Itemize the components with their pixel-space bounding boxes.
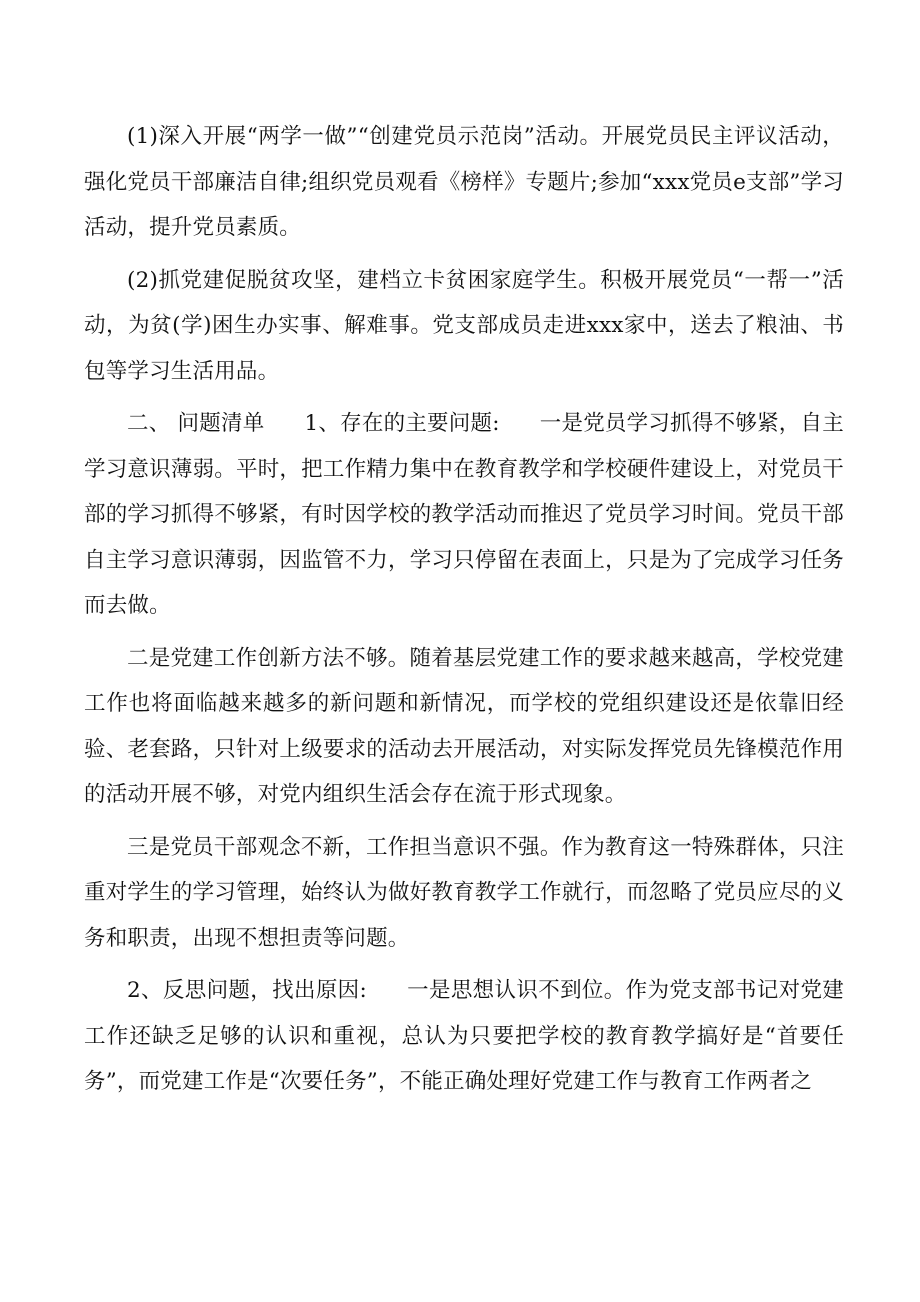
subheading-main-problems: 1、存在的主要问题:: [304, 411, 500, 436]
paragraph-problem-three: 三是党员干部观念不新，工作担当意识不强。作为教育这一特殊群体，只注重对学生的学习管理，始终认为做好教育教学工作就行，而忽略了党员应尽的义务和职责，出现不想担责等问题。: [84, 834, 844, 951]
paragraph-problem-list: [84, 401, 844, 629]
paragraph-problem-two: 二是党建工作创新方法不够。随着基层党建工作的要求越来越高，学校党建工作也将面临越来越多的新问题和新情况，而学校的党组织建设还是依靠旧经验、老套路，只针对上级要求的活动去开展活动，对实际发挥党员先锋模范作用的活动开展不够，对党内组织生活会存在流于形式现象。: [84, 645, 844, 807]
paragraph-reflection: [84, 968, 844, 1105]
subheading-reflection: 2、反思问题，找出原因:: [127, 978, 367, 1003]
document-body: [84, 114, 844, 1112]
reason-one-text: 一是思想认识不到位。作为党支部书记对党建工作还缺乏足够的认识和重视，总认为只要把学校的教育教学搞好是“首要任务”，而党建工作是“次要任务”，不能正确处理好党建工作与教育工作两者之: [84, 978, 844, 1094]
section-heading-problem-list: 二、 问题清单: [127, 411, 265, 436]
paragraph-activity-2: (2)抓党建促脱贫攻坚，建档立卡贫困家庭学生。积极开展党员“一帮一”活动，为贫(学)困生办实事、解难事。党支部成员走进xxx家中，送去了粮油、书包等学习生活用品。: [84, 267, 844, 384]
paragraph-activity-1: (1)深入开展“两学一做”“创建党员示范岗”活动。开展党员民主评议活动，强化党员干部廉洁自律;组织党员观看《榜样》专题片;参加“xxx党员e支部”学习活动，提升党员素质。: [84, 124, 844, 240]
problem-one-text: 一是党员学习抓得不够紧，自主学习意识薄弱。平时，把工作精力集中在教育教学和学校硬件建设上，对党员干部的学习抓得不够紧，有时因学校的教学活动而推迟了党员学习时间。党员干部自主学习意识薄弱，因监管不力，学习只停留在表面上，只是为了完成学习任务而去做。: [84, 411, 844, 618]
